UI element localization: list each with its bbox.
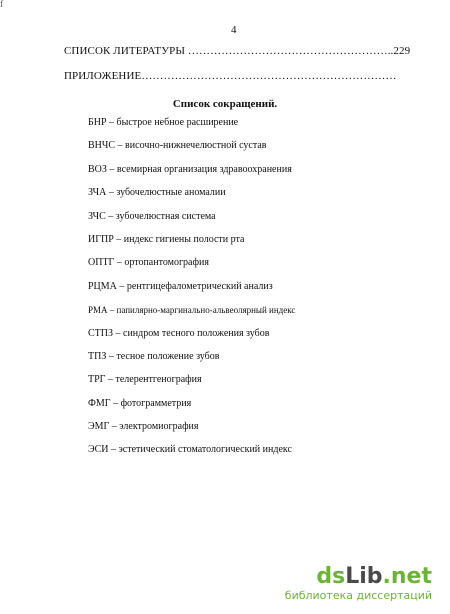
abbreviation-item: ЭСИ – эстетический стоматологический индекс xyxy=(88,444,292,456)
abbreviation-item: РЦМА – рентгицефалометрический анализ xyxy=(88,280,273,292)
dslib-watermark xyxy=(285,565,432,603)
abbreviation-item: ВОЗ – всемирная организация здравоохранения xyxy=(88,163,292,175)
toc-appendix-line: ПРИЛОЖЕНИЕ…………………………………………………………… xyxy=(64,70,397,82)
abbreviation-item: ТРГ – телерентгенография xyxy=(88,374,202,386)
abbreviation-item: ЭМГ – электромиография xyxy=(88,421,199,433)
logo-part-ds: ds xyxy=(316,564,346,589)
abbreviation-item: ТПЗ – тесное положение зубов xyxy=(88,350,220,362)
abbreviation-item: ОПТГ – ортопантомография xyxy=(88,257,209,269)
abbreviation-item: РМА – папилярно-маргинально-альвеолярный индекс xyxy=(88,305,296,316)
abbreviation-item: БНР – быстрое небное расширение xyxy=(88,117,239,128)
abbreviation-item: ЗЧА – зубочелюстные аномалии xyxy=(88,187,226,199)
abbreviations-heading: Список сокращений. xyxy=(172,98,278,110)
abbreviation-item: СТПЗ – синдром тесного положения зубов xyxy=(88,327,270,339)
page-number: 4 xyxy=(231,24,237,36)
watermark-subtitle: библиотека диссертаций xyxy=(284,589,432,602)
abbreviation-item: ИГПР – индекс гигиены полости рта xyxy=(88,233,245,245)
abbreviation-item: ВНЧС – височно-нижнечелюстной сустав xyxy=(88,140,267,152)
abbreviations-list xyxy=(88,116,295,467)
toc-references-line: СПИСОК ЛИТЕРАТУРЫ ………………………………………………..229 xyxy=(64,45,411,57)
dslib-logo xyxy=(285,565,432,589)
logo-part-net: .net xyxy=(382,564,432,589)
abbreviation-item: ФМГ – фотограмметрия xyxy=(88,397,192,409)
abbreviation-item: ЗЧС – зубочелюстная система xyxy=(88,210,216,222)
logo-part-lib: Lib xyxy=(345,564,383,589)
corner-mark: f xyxy=(0,0,3,9)
